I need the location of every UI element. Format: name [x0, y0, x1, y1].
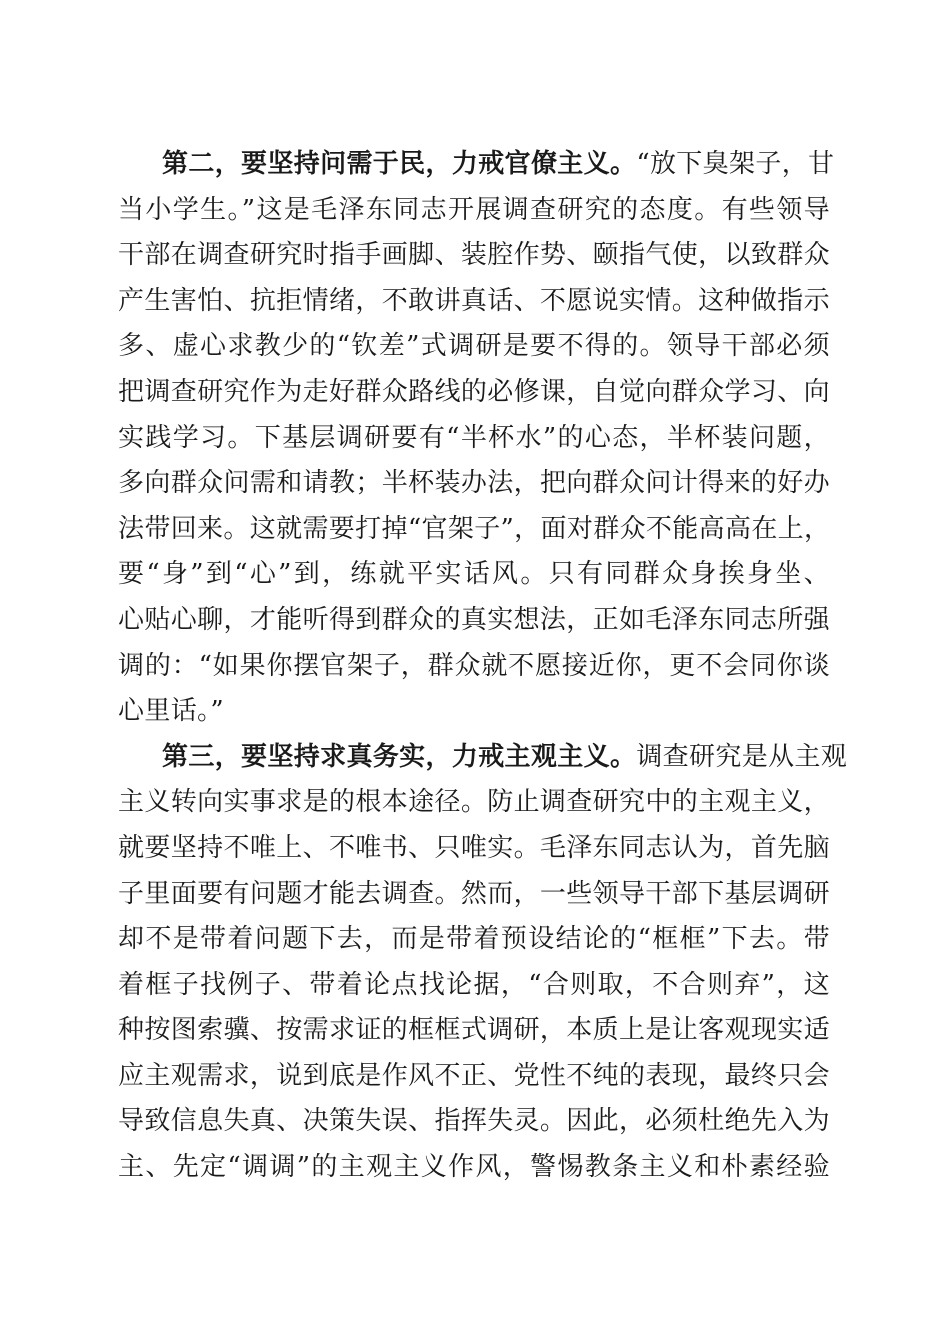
text-line: 着框子找例子、带着论点找论据，“合则取，不合则弃”，这: [118, 969, 830, 1000]
text-line: 干部在调查研究时指手画脚、装腔作势、颐指气使，以致群众: [118, 240, 830, 271]
text-line: 把调查研究作为走好群众路线的必修课，自觉向群众学习、向: [118, 376, 830, 407]
text-line: 要“身”到“心”到，练就平实话风。只有同群众身挨身坐、: [118, 559, 830, 590]
text-line: 当小学生。”这是毛泽东同志开展调查研究的态度。有些领导: [118, 194, 830, 225]
text-line: 调查研究是从主观: [636, 741, 848, 772]
text-line: 调的：“如果你摆官架子，群众就不愿接近你，更不会同你谈: [118, 650, 830, 681]
paragraph-second: [118, 142, 835, 735]
paragraph-heading: 第二，要坚持问需于民，力戒官僚主义。: [162, 149, 637, 179]
paragraph-first-line: [118, 142, 835, 188]
text-line: 实践学习。下基层调研要有“半杯水”的心态，半杯装问题，: [118, 422, 830, 453]
paragraph-third: [118, 735, 848, 1191]
text-line: 种按图索骥、按需求证的框框式调研，本质上是让客观现实适: [118, 1015, 830, 1046]
document-page: [118, 142, 848, 1191]
text-line: 子里面要有问题才能去调查。然而，一些领导干部下基层调研: [118, 878, 830, 909]
text-line: 主、先定“调调”的主观主义作风，警惕教条主义和朴素经验: [118, 1152, 830, 1183]
text-line: 应主观需求，说到底是作风不正、党性不纯的表现，最终只会: [118, 1060, 830, 1091]
text-line: 就要坚持不唯上、不唯书、只唯实。毛泽东同志认为，首先脑: [118, 832, 830, 863]
text-line: 多、虚心求教少的“钦差”式调研是要不得的。领导干部必须: [118, 331, 830, 362]
text-line: 多向群众问需和请教；半杯装办法，把向群众问计得来的好办: [118, 468, 830, 499]
text-line: 产生害怕、抗拒情绪，不敢讲真话、不愿说实情。这种做指示: [118, 285, 830, 316]
text-line: 心里话。”: [118, 696, 225, 727]
text-line: “放下臭架子，甘: [636, 149, 835, 179]
text-line: 心贴心聊，才能听得到群众的真实想法，正如毛泽东同志所强: [118, 604, 830, 635]
text-line: 主义转向实事求是的根本途径。防止调查研究中的主观主义，: [118, 787, 830, 818]
text-line: 法带回来。这就需要打掉“官架子”，面对群众不能高高在上，: [118, 513, 831, 544]
paragraph-heading: 第三，要坚持求真务实，力戒主观主义。: [162, 741, 637, 772]
text-line: 导致信息失真、决策失误、指挥失灵。因此，必须杜绝先入为: [118, 1106, 830, 1137]
text-line: 却不是带着问题下去，而是带着预设结论的“框框”下去。带: [118, 924, 830, 955]
paragraph-first-line: [118, 735, 848, 781]
